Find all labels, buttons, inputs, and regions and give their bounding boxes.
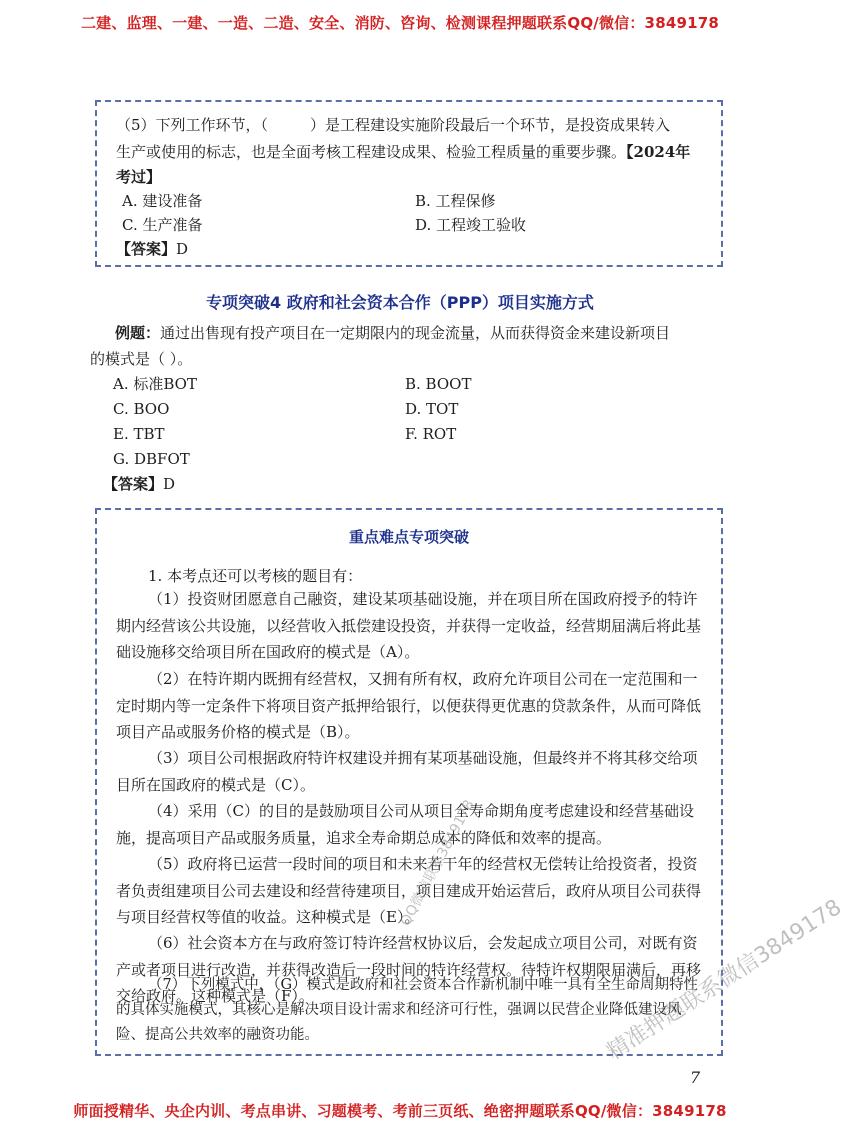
option-item: F. ROT	[405, 425, 457, 443]
section-title: 专项突破4 政府和社会资本合作（PPP）项目实施方式	[206, 293, 594, 312]
watermark: QQ微信联系3849178	[397, 797, 478, 929]
question-5-line2: 生产或使用的标志，也是全面考核工程建设成果、检验工程质量的重要步骤。【2024年	[116, 143, 691, 161]
option-item: B. 工程保修	[415, 192, 496, 210]
question-5-answer: 【答案】D	[116, 240, 189, 258]
question-5-line1: （5）下列工作环节，（ ）是工程建设实施阶段最后一个环节，是投资成果转入	[116, 116, 671, 134]
focus-item-7: （7）下列模式中，（G）模式是政府和社会资本合作新机制中唯一具有全生命周期特性的具体实施模式，其核心是解决项目设计需求和经济可行性，强调以民营企业降低建设风险、提高公共效率的融资功能。	[116, 977, 699, 1043]
option-item: D. TOT	[405, 400, 459, 418]
option-item: C. BOO	[113, 400, 170, 418]
question-5-line3: 考过】	[116, 168, 162, 186]
focus-intro: 1. 本考点还可以考核的题目有：	[148, 567, 363, 585]
focus-item-1: （1）投资财团愿意自己融资，建设某项基础设施，并在项目所在国政府授予的特许期内经营该公共设施，以经营收入抵偿建设投资，并获得一定收益，经营期届满后将此基础设施移交给项目所在国政府的模式是（A）。	[116, 590, 702, 661]
example-answer: 【答案】D	[103, 475, 176, 493]
option-item: B. BOOT	[405, 375, 472, 393]
example-line1: 例题：通过出售现有投产项目在一定期限内的现金流量，从而获得资金来建设新项目	[115, 324, 671, 342]
option-item: C. 生产准备	[122, 216, 203, 234]
focus-item-4: （4）采用（C）的目的是鼓励项目公司从项目全寿命期角度考虑建设和经营基础设施，提高项目产品或服务质量，追求全寿命期总成本的降低和效率的提高。	[116, 802, 695, 847]
watermark: 精准押题联系微信3849178	[602, 894, 847, 1066]
focus-item-2: （2）在特许期内既拥有经营权，又拥有所有权，政府允许项目公司在一定范围和一定时期内等一定条件下将项目资产抵押给银行，以便获得更优惠的贷款条件，从而可降低项目产品或服务价格的模式是（B）。	[116, 670, 702, 741]
option-item: A. 标准BOT	[113, 375, 197, 393]
example-line2: 的模式是（ ）。	[90, 350, 193, 368]
focus-box-title: 重点难点专项突破	[348, 528, 469, 546]
focus-item-3: （3）项目公司根据政府特许权建设并拥有某项基础设施，但最终并不将其移交给项目所在国政府的模式是（C）。	[116, 749, 698, 794]
focus-item-6: （6）社会资本方在与政府签订特许经营权协议后，会发起成立项目公司，对既有资产或者项目进行改造，并获得改造后一段时间的特许经营权。待特许权期限届满后，再移交给政府。这种模式是（F）。	[116, 934, 702, 1005]
option-item: G. DBFOT	[113, 450, 190, 468]
option-item: E. TBT	[113, 425, 165, 443]
top-banner: 二建、监理、一建、一造、二造、安全、消防、咨询、检测课程押题联系QQ/微信：3849178	[80, 14, 720, 32]
page-number: 7	[690, 1068, 701, 1087]
option-item: D. 工程竣工验收	[415, 216, 527, 234]
bottom-banner: 师面授精华、央企内训、考点串讲、习题模考、考前三页纸、绝密押题联系QQ/微信：3849178	[73, 1102, 727, 1120]
option-item: A. 建设准备	[122, 192, 203, 210]
focus-item-5: （5）政府将已运营一段时间的项目和未来若干年的经营权无偿转让给投资者，投资者负责组建项目公司去建设和经营待建项目，项目建成开始运营后，政府从项目公司获得与项目经营权等值的收益。这种模式是（E）。	[116, 855, 702, 926]
